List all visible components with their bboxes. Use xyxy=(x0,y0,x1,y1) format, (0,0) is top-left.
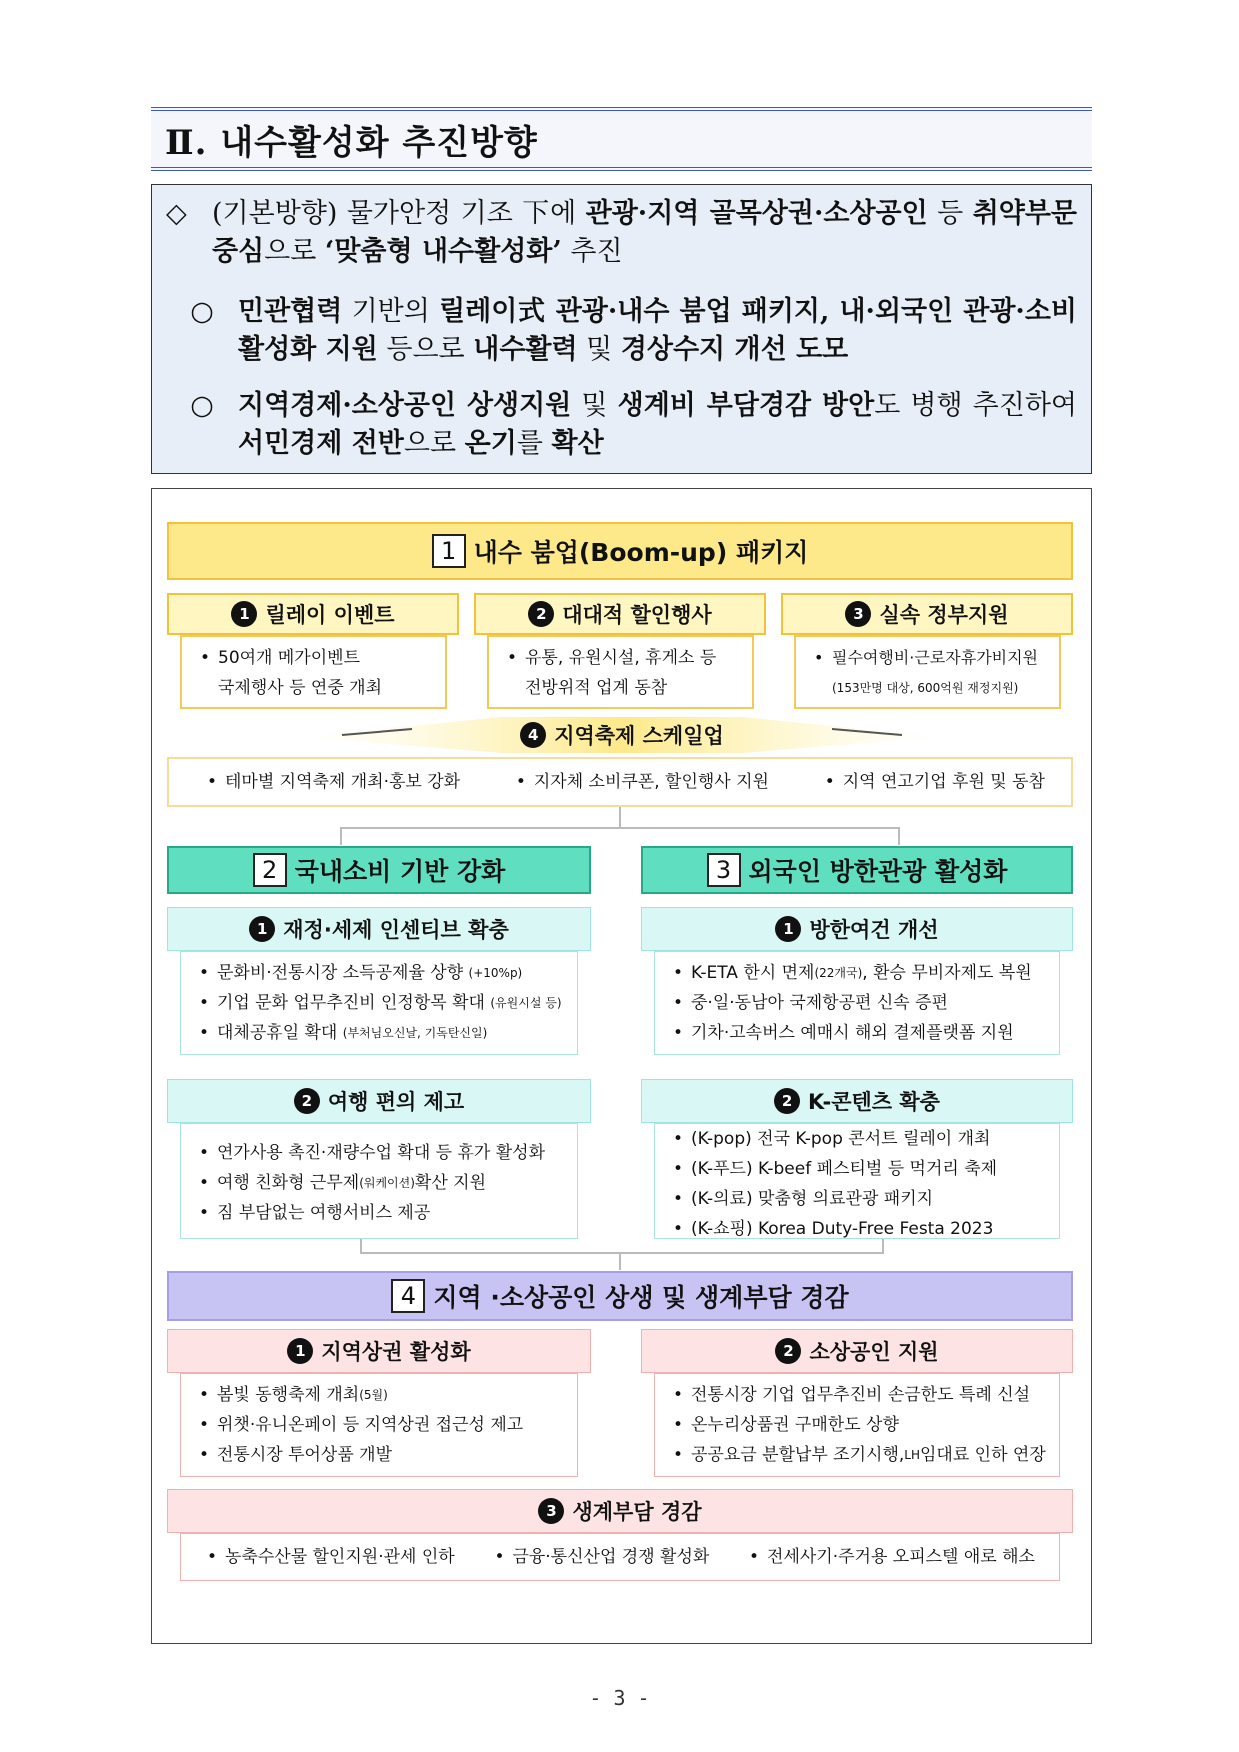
number-circle-icon: 3 xyxy=(845,601,871,627)
entry-condition-panel: • K-ETA 한시 면제 (22개국) , 환승 무비자제도 복원 • 중·일·동남아 국제항공편 신속 증편 • 기차·고속버스 예매시 해외 결제플랫폼 지원 xyxy=(654,951,1060,1055)
summary-bullet-2: ○ 지역경제·소상공인 상생지원 및 생계비 부담경감 방안도 병행 추진하여 서민경제 전반으로 온기를 확산 xyxy=(166,387,1077,463)
discount-event-panel: • 유통, 유원시설, 휴게소 등 전방위적 업계 동참 xyxy=(487,635,754,709)
number-circle-icon: 1 xyxy=(249,916,275,942)
number-circle-icon: 2 xyxy=(294,1088,320,1114)
package-4-title: 지역 ·소상공인 상생 및 생계부담 경감 xyxy=(433,1283,849,1312)
living-cost-header: 3 생계부담 경감 xyxy=(167,1489,1073,1533)
travel-convenience-header: 2 여행 편의 제고 xyxy=(167,1079,591,1123)
summary-box xyxy=(151,184,1092,474)
connector-line xyxy=(340,827,900,829)
living-cost-panel: • 농축수산물 할인지원·관세 인하 • 금융·통신산업 경쟁 활성화 • 전세사기·주거용 오피스텔 애로 해소 xyxy=(180,1533,1060,1581)
small-business-panel: • 전통시장 기업 업무추진비 손금한도 특례 신설 • 온누리상품권 구매한도 상향 • 공공요금 분할납부 조기시행, LH 임대료 인하 연장 xyxy=(654,1373,1060,1477)
connector-line xyxy=(340,827,342,845)
package-number-box: 2 xyxy=(253,853,287,887)
page-number: - 3 - xyxy=(589,1686,650,1710)
number-circle-icon: 2 xyxy=(775,1338,801,1364)
relay-event-panel: • 50여개 메가이벤트 국제행사 등 연중 개최 xyxy=(180,635,447,709)
discount-event-header: 2 대대적 할인행사 xyxy=(474,593,766,635)
section-title-bar xyxy=(151,107,1092,171)
connector-line xyxy=(360,1239,362,1253)
package-number-box: 3 xyxy=(707,853,741,887)
number-circle-icon: 3 xyxy=(538,1498,564,1524)
summary-bullet-1: ○ 민관협력 기반의 릴레이式 관광·내수 붐업 패키지, 내·외국인 관광·소비 활성화 지원 등으로 내수활력 및 경상수지 개선 도모 xyxy=(166,293,1077,369)
festival-panel: • 테마별 지역축제 개최·홍보 강화 • 지자체 소비쿠폰, 할인행사 지원 • 지역 연고기업 후원 및 동참 xyxy=(167,757,1073,807)
package-1-title: 내수 붐업(Boom-up) 패키지 xyxy=(473,538,809,567)
connector-line xyxy=(898,827,900,845)
circle-bullet-icon: ○ xyxy=(190,296,214,327)
local-commerce-panel: • 봄빛 동행축제 개최 (5월) • 위챗·유니온페이 등 지역상권 접근성 제고 • 전통시장 투어상품 개발 xyxy=(180,1373,578,1477)
connector-line xyxy=(619,1252,621,1270)
festival-header: 4 지역축제 스케일업 xyxy=(422,717,822,753)
circle-bullet-icon: ○ xyxy=(190,390,214,421)
fiscal-incentive-panel: • 문화비·전통시장 소득공제율 상향 (+10%p) • 기업 문화 업무추진비 인정항목 확대 (유원시설 등) • 대체공휴일 확대 (부처님오신날, 기독탄신일) xyxy=(180,951,578,1055)
connector-line xyxy=(619,807,621,827)
number-circle-icon: 1 xyxy=(231,601,257,627)
relay-event-header: 1 릴레이 이벤트 xyxy=(167,593,459,635)
number-circle-icon: 4 xyxy=(520,722,546,748)
k-content-header: 2 K-콘텐츠 확충 xyxy=(641,1079,1073,1123)
connector-line xyxy=(882,1239,884,1253)
package-2-title: 국내소비 기반 강화 xyxy=(294,857,506,886)
section-title: Ⅱ. 내수활성화 추진방향 xyxy=(165,122,538,163)
gov-support-panel: • 필수여행비·근로자휴가비지원 (153만명 대상, 600억원 재정지원) xyxy=(794,635,1061,709)
number-circle-icon: 2 xyxy=(774,1088,800,1114)
local-commerce-header: 1 지역상권 활성화 xyxy=(167,1329,591,1373)
summary-main: ◇ (기본방향) 물가안정 기조 下에 관광·지역 골목상권·소상공인 등 취약부문 중심으로 ‘맞춤형 내수활성화’ 추진 xyxy=(166,195,1077,271)
diamond-icon: ◇ xyxy=(166,198,187,229)
k-content-panel: • (K-pop) 전국 K-pop 콘서트 릴레이 개최 • (K-푸드) K-beef 페스티벌 등 먹거리 축제 • (K-의료) 맞춤형 의료관광 패키지 • (K-쇼핑) Korea Duty-Free Festa 2023 xyxy=(654,1123,1060,1239)
package-number-box: 1 xyxy=(432,534,466,568)
summary-main-text: (기본방향) 물가안정 기조 xyxy=(212,198,513,229)
package-4-banner xyxy=(167,1271,1073,1321)
connector-line xyxy=(360,1252,884,1254)
policy-diagram xyxy=(151,488,1092,1644)
number-circle-icon: 1 xyxy=(287,1338,313,1364)
small-business-header: 2 소상공인 지원 xyxy=(641,1329,1073,1373)
package-3-banner xyxy=(641,846,1073,894)
package-number-box: 4 xyxy=(391,1279,425,1313)
package-1-banner xyxy=(167,522,1073,580)
number-circle-icon: 2 xyxy=(528,601,554,627)
gov-support-header: 3 실속 정부지원 xyxy=(781,593,1073,635)
fiscal-incentive-header: 1 재정·세제 인센티브 확충 xyxy=(167,907,591,951)
entry-condition-header: 1 방한여건 개선 xyxy=(641,907,1073,951)
number-circle-icon: 1 xyxy=(775,916,801,942)
travel-convenience-panel: • 연가사용 촉진·재량수업 확대 등 휴가 활성화 • 여행 친화형 근무제 (워케이션) 확산 지원 • 짐 부담없는 여행서비스 제공 xyxy=(180,1123,578,1239)
package-3-title: 외국인 방한관광 활성화 xyxy=(748,857,1008,886)
package-2-banner xyxy=(167,846,591,894)
